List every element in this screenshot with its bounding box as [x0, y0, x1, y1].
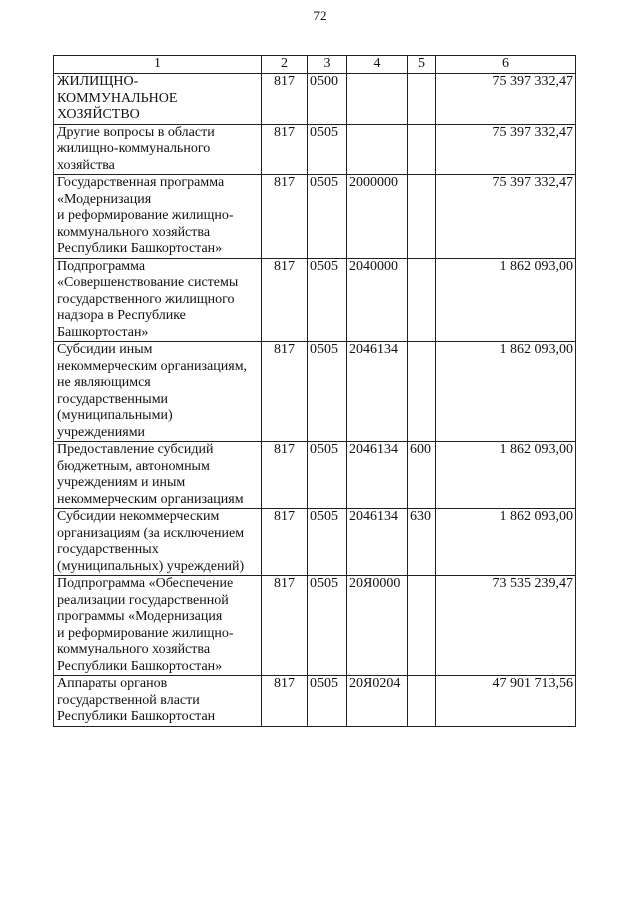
- ministry-code: 817: [262, 258, 308, 342]
- table-header: [54, 56, 576, 74]
- row-name: Другие вопросы в области жилищно-коммунального хозяйства: [54, 124, 262, 175]
- column-header-4: 4: [347, 56, 408, 74]
- row-name: Субсидии иным некоммерческим организациям, не являющимся государственными (муниципальными) учреждениями: [54, 342, 262, 442]
- section-code: 0505: [308, 342, 347, 442]
- row-name: Субсидии некоммерческим организациям (за исключением государственных (муниципальных) учреждений): [54, 509, 262, 576]
- ministry-code: 817: [262, 175, 308, 259]
- section-code: 0505: [308, 175, 347, 259]
- table-row: [54, 442, 576, 509]
- row-name: Подпрограмма «Совершенствование системы государственного жилищного надзора в Республике Башкортостан»: [54, 258, 262, 342]
- expense-type-code: [408, 74, 436, 125]
- expense-type-code: [408, 676, 436, 727]
- column-header-5: 5: [408, 56, 436, 74]
- amount: 1 862 093,00: [436, 258, 576, 342]
- target-article-code: [347, 74, 408, 125]
- section-code: 0505: [308, 442, 347, 509]
- amount: 47 901 713,56: [436, 676, 576, 727]
- amount: 75 397 332,47: [436, 74, 576, 125]
- row-name: ЖИЛИЩНО- КОММУНАЛЬНОЕ ХОЗЯЙСТВО: [54, 74, 262, 125]
- row-name: Аппараты органов государственной власти Республики Башкортостан: [54, 676, 262, 727]
- ministry-code: 817: [262, 442, 308, 509]
- table-row: [54, 342, 576, 442]
- column-header-2: 2: [262, 56, 308, 74]
- target-article-code: 2046134: [347, 509, 408, 576]
- target-article-code: [347, 124, 408, 175]
- ministry-code: 817: [262, 342, 308, 442]
- expense-type-code: [408, 258, 436, 342]
- amount: 73 535 239,47: [436, 576, 576, 676]
- row-name: Предоставление субсидий бюджетным, автономным учреждениям и иным некоммерческим организациям: [54, 442, 262, 509]
- target-article-code: 20Я0000: [347, 576, 408, 676]
- section-code: 0500: [308, 74, 347, 125]
- column-header-6: 6: [436, 56, 576, 74]
- expense-type-code: [408, 124, 436, 175]
- target-article-code: 20Я0204: [347, 676, 408, 727]
- table-row: [54, 258, 576, 342]
- column-header-3: 3: [308, 56, 347, 74]
- section-code: 0505: [308, 124, 347, 175]
- column-header-1: 1: [54, 56, 262, 74]
- table-row: [54, 175, 576, 259]
- header-row: [54, 56, 576, 74]
- ministry-code: 817: [262, 676, 308, 727]
- ministry-code: 817: [262, 576, 308, 676]
- amount: 75 397 332,47: [436, 124, 576, 175]
- amount: 1 862 093,00: [436, 442, 576, 509]
- table-row: [54, 676, 576, 727]
- row-name: Государственная программа «Модернизация и реформирование жилищно- коммунального хозяйства Республики Башкортостан»: [54, 175, 262, 259]
- page-number: 72: [313, 8, 327, 23]
- expense-type-code: [408, 342, 436, 442]
- expense-type-code: 630: [408, 509, 436, 576]
- ministry-code: 817: [262, 74, 308, 125]
- ministry-code: 817: [262, 509, 308, 576]
- row-name: Подпрограмма «Обеспечение реализации государственной программы «Модернизация и реформирование жилищно- коммунального хозяйства Республики Башкортостан»: [54, 576, 262, 676]
- section-code: 0505: [308, 258, 347, 342]
- table-body: [54, 74, 576, 727]
- section-code: 0505: [308, 676, 347, 727]
- table-row: [54, 124, 576, 175]
- section-code: 0505: [308, 509, 347, 576]
- section-code: 0505: [308, 576, 347, 676]
- table-row: [54, 74, 576, 125]
- amount: 1 862 093,00: [436, 342, 576, 442]
- expense-type-code: [408, 175, 436, 259]
- table-row: [54, 509, 576, 576]
- amount: 1 862 093,00: [436, 509, 576, 576]
- expense-type-code: [408, 576, 436, 676]
- target-article-code: 2046134: [347, 342, 408, 442]
- target-article-code: 2040000: [347, 258, 408, 342]
- target-article-code: 2046134: [347, 442, 408, 509]
- budget-table: [53, 55, 576, 727]
- ministry-code: 817: [262, 124, 308, 175]
- table-row: [54, 576, 576, 676]
- expense-type-code: 600: [408, 442, 436, 509]
- amount: 75 397 332,47: [436, 175, 576, 259]
- target-article-code: 2000000: [347, 175, 408, 259]
